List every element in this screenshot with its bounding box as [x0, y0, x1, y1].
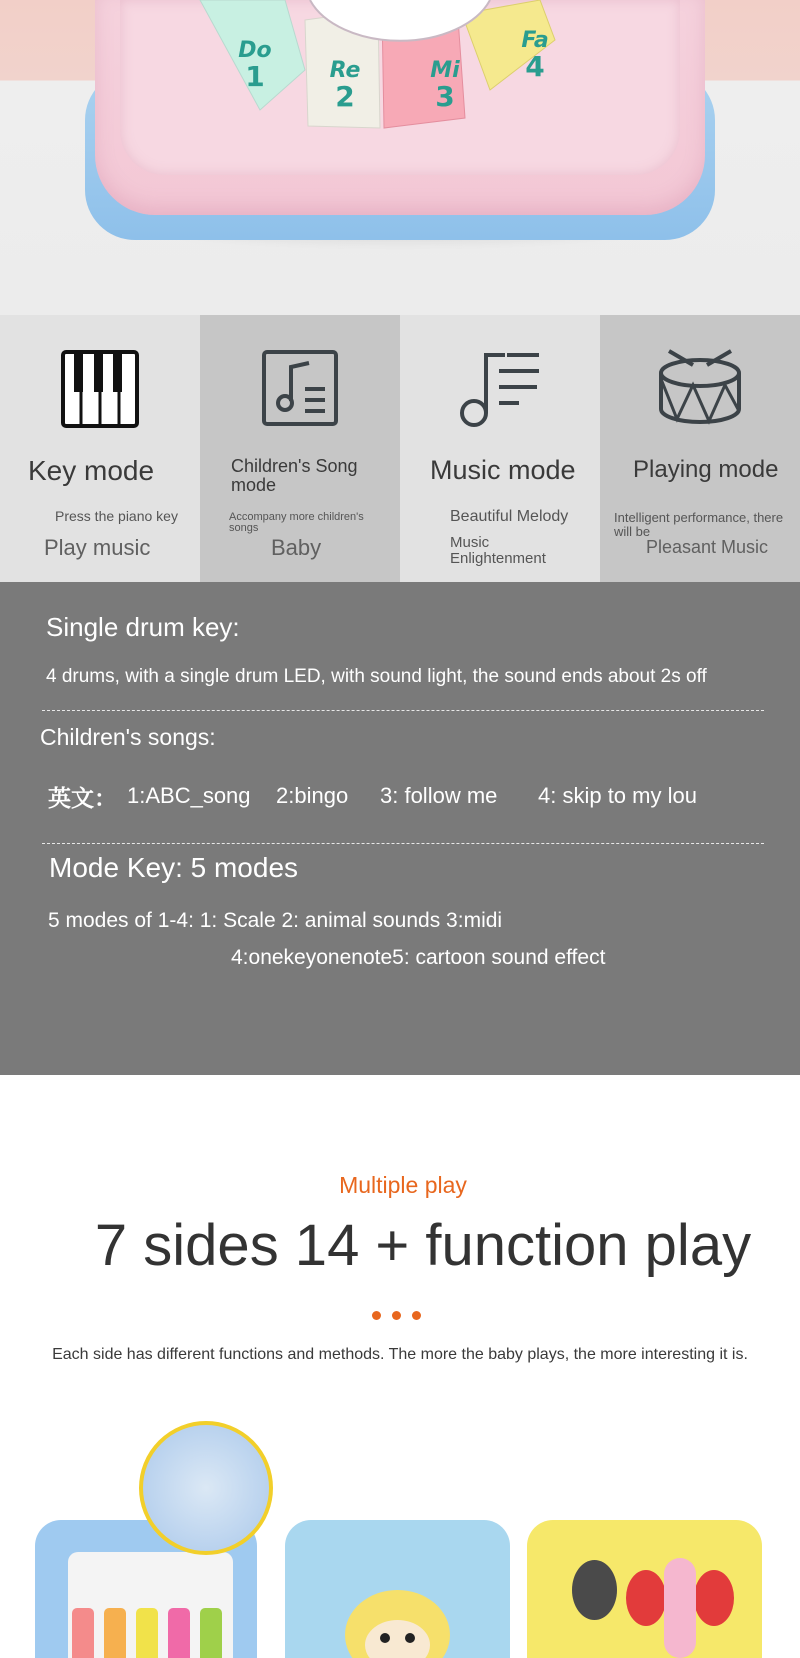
spec-panel	[0, 582, 800, 1075]
mode-value: Play music	[44, 535, 151, 560]
promo-eyebrow: Multiple play	[339, 1172, 467, 1198]
xylophone-bar	[200, 1608, 222, 1658]
mode-card-music	[400, 315, 600, 582]
decorative-dot	[392, 1311, 401, 1320]
butterfly-body	[664, 1558, 696, 1658]
mode-card-playing	[600, 315, 800, 582]
monkey-eye	[405, 1633, 415, 1643]
divider	[42, 710, 764, 711]
music-note-icon	[457, 349, 543, 429]
mode-value: Pleasant Music	[646, 537, 769, 557]
xylophone-bar	[72, 1608, 94, 1658]
songs-language-label: 英文：	[48, 786, 117, 812]
mode-title: Key mode	[28, 455, 155, 486]
music-sheet-icon	[261, 349, 339, 427]
drum-icon	[657, 349, 743, 429]
mode-value: Baby	[271, 535, 322, 560]
mode-card-childrens-song	[200, 315, 400, 582]
mode-subtitle: Press the piano key	[55, 508, 178, 524]
product-photos	[0, 1420, 800, 1658]
drum-key-description: 4 drums, with a single drum LED, with sound light, the sound ends about 2s off	[46, 666, 707, 687]
key-re: Re 2	[329, 57, 361, 113]
mode-subtitle: Intelligent performance, there will be	[614, 510, 784, 539]
xylophone-bar	[104, 1608, 126, 1658]
song-item: 2:bingo	[276, 783, 349, 808]
mode-subtitle: Accompany more children's songs	[229, 511, 364, 534]
key-mi: Mi 3	[430, 57, 460, 113]
key-do: Do 1	[238, 37, 272, 93]
butterfly-wing	[694, 1570, 734, 1626]
decorative-dot	[372, 1311, 381, 1320]
decorative-dot	[412, 1311, 421, 1320]
divider	[42, 843, 764, 844]
mode-title: Music mode	[430, 455, 576, 485]
xylophone-bar	[136, 1608, 158, 1658]
mode-subtitle-2: Music Enlightenment	[450, 534, 546, 567]
mode-card-key	[0, 315, 200, 582]
piano-keys-icon	[60, 349, 140, 429]
mode-subtitle: Beautiful Melody	[450, 508, 569, 525]
key-fa: Fa 4	[521, 27, 549, 83]
drum-key-title: Single drum key:	[46, 612, 240, 642]
promo-description: Each side has different functions and methods. The more the baby plays, the more interesting it is.	[52, 1346, 748, 1363]
song-item: 1:ABC_song	[127, 783, 251, 808]
song-item: 4: skip to my lou	[538, 783, 697, 808]
mode-title: Children's Song mode	[231, 456, 358, 495]
song-item: 3: follow me	[380, 783, 498, 808]
childrens-songs-title: Children's songs:	[40, 724, 216, 750]
butterfly-wing	[626, 1570, 666, 1626]
mode-key-title: Mode Key: 5 modes	[49, 852, 299, 883]
mode-key-line-2: 4:onekeyonenote5: cartoon sound effect	[231, 946, 606, 969]
mode-title: Playing mode	[633, 456, 779, 483]
speaker-hole	[572, 1560, 617, 1620]
maze-detail-inset	[139, 1421, 273, 1555]
hero-product-image	[0, 0, 800, 315]
mode-key-line-1: 5 modes of 1-4: 1: Scale 2: animal sounds 3:midi	[48, 909, 503, 932]
xylophone-bar	[168, 1608, 190, 1658]
promo-headline: 7 sides 14 + function play	[94, 1213, 752, 1278]
monkey-eye	[380, 1633, 390, 1643]
